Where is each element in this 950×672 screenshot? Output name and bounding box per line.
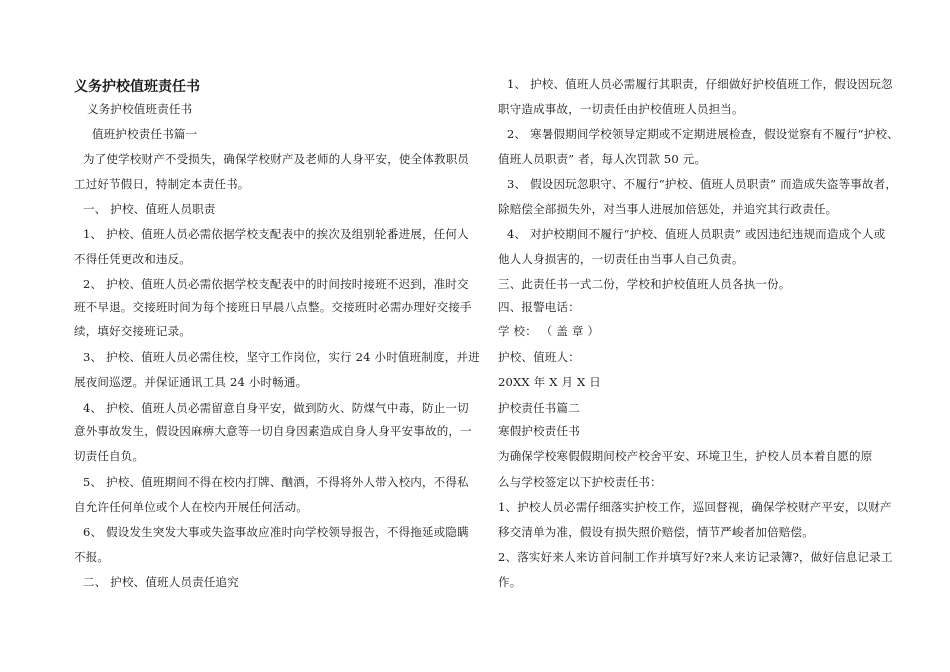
paragraph-line: 3、 假设因玩忽职守、不履行“护校、值班人员职责” 而造成失盗等事故者，: [507, 177, 898, 191]
section-heading: 一、 护校、值班人员职责: [83, 202, 216, 216]
paragraph-line: 切责任自负。: [74, 449, 145, 463]
section-heading: 寒假护校责任书: [498, 424, 580, 438]
paragraph-line: 3、 护校、值班人员必需住校，坚守工作岗位，实行 24 小时值班制度，并进: [83, 350, 480, 364]
date-line: 20XX 年 X 月 X 日: [498, 375, 601, 389]
paragraph-line: 自允许任何单位或个人在校内开展任何活动。: [74, 500, 308, 514]
paragraph-line: 续，填好交接班记录。: [74, 324, 191, 338]
subtitle-line: 义务护校值班责任书: [87, 102, 193, 116]
paragraph-line: 么与学校签定以下护校责任书：: [498, 475, 662, 489]
paragraph-line: 除赔偿全部损失外，对当事人进展加倍惩处，并追究其行政责任。: [498, 202, 838, 216]
paragraph-line: 职守造成事故，一切责任由护校值班人员担当。: [498, 102, 744, 116]
section-heading: 二、 护校、值班人员责任追究: [83, 575, 239, 589]
document-title: 义务护校值班责任书: [74, 79, 200, 95]
paragraph-line: 他人人身损害的，一切责任由当事人自己负责。: [498, 252, 744, 266]
section-heading: 护校责任书篇二: [498, 401, 580, 415]
paragraph-line: 移交清单为准，假设有损失照价赔偿，情节严峻者加倍赔偿。: [498, 525, 814, 539]
section-heading: 值班护校责任书篇一: [92, 127, 198, 141]
paragraph-line: 展夜间巡逻。并保证通讯工具 24 小时畅通。: [74, 375, 308, 389]
paragraph-line: 2、 寒暑假期间学校领导定期或不定期进展检查，假设觉察有不履行“护校、: [507, 127, 899, 141]
paragraph-line: 不报。: [74, 550, 110, 564]
paragraph-line: 值班人员职责” 者，每人次罚款 50 元。: [498, 152, 707, 166]
paragraph-line: 2、落实好来人来访首问制工作并填写好?来人来访记录簿?，做好信息记录工: [498, 550, 893, 564]
paragraph-line: 4、 对护校期间不履行“护校、值班人员职责” 或因违纪违规而造成个人或: [507, 227, 886, 241]
paragraph-line: 不得任凭更改和违反。: [74, 252, 191, 266]
paragraph-line: 班不早退。交接班时间为每个接班日早晨八点整。交接班时必需办理好交接手: [74, 300, 472, 314]
paragraph-line: 为确保学校寒假假期间校产校舍平安、环境卫生，护校人员本着自愿的原: [498, 449, 873, 463]
signature-school-line: 学 校： （ 盖 章 ）: [498, 324, 600, 338]
paragraph-line: 作。: [498, 575, 522, 589]
paragraph-line: 1、护校人员必需仔细落实护校工作，巡回督视，确保学校财产平安，以财产: [498, 500, 892, 514]
paragraph-line: 5、 护校、值班期间不得在校内打牌、酗酒，不得将外人带入校内，不得私: [83, 475, 469, 489]
paragraph-line: 2、 护校、值班人员必需依据学校支配表中的时间按时接班不迟到，准时交: [83, 277, 469, 291]
signature-person-line: 护校、值班人：: [498, 350, 580, 364]
paragraph-line: 4、 护校、值班人员必需留意自身平安，做到防火、防煤气中毒，防止一切: [83, 401, 469, 415]
paragraph-line: 工过好节假日，特制定本责任书。: [74, 177, 250, 191]
paragraph-line: 1、 护校、值班人员必需依据学校支配表中的挨次及组别轮番进展，任何人: [83, 227, 469, 241]
paragraph-line: 三、此责任书一式二份，学校和护校值班人员各执一份。: [498, 277, 791, 291]
paragraph-line: 6、 假设发生突发大事或失盗事故应准时向学校领导报告，不得拖延或隐瞒: [83, 525, 469, 539]
paragraph-line: 为了使学校财产不受损失，确保学校财产及老师的人身平安，使全体教职员: [83, 152, 470, 166]
paragraph-line: 1、 护校、值班人员必需履行其职责，仔细做好护校值班工作，假设因玩忽: [507, 77, 893, 91]
paragraph-line: 意外事故发生，假设因麻痹大意等一切自身因素造成自身人身平安事故的，一: [74, 424, 472, 438]
paragraph-line: 四、报警电话：: [498, 300, 580, 314]
